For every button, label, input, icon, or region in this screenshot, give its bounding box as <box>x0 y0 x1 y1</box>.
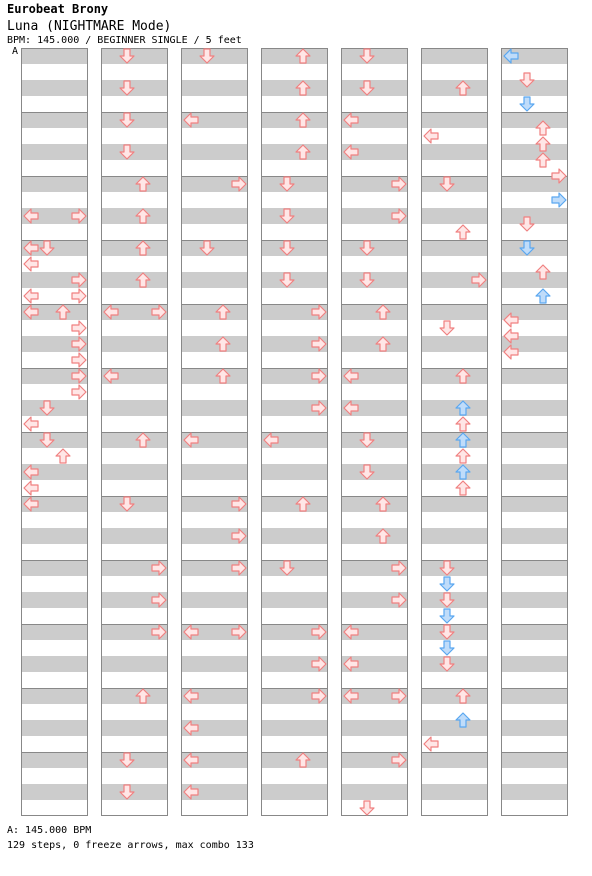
beat-band <box>21 528 88 544</box>
right-arrow-icon <box>72 353 86 367</box>
beat-band <box>501 432 568 448</box>
left-arrow-icon <box>24 417 38 431</box>
beat-band <box>421 240 488 256</box>
beat-band <box>421 720 488 736</box>
beat-band <box>421 752 488 768</box>
beat-band <box>101 720 168 736</box>
right-arrow-icon <box>72 289 86 303</box>
beat-band <box>261 752 328 768</box>
beat-band <box>501 528 568 544</box>
right-arrow-icon <box>72 385 86 399</box>
beat-band <box>341 528 408 544</box>
beat-band <box>101 240 168 256</box>
beat-band <box>421 48 488 64</box>
beat-band <box>501 464 568 480</box>
beat-band <box>181 656 248 672</box>
beat-band <box>421 336 488 352</box>
up-arrow-icon <box>536 289 550 303</box>
beat-band <box>421 400 488 416</box>
beat-band <box>101 272 168 288</box>
beat-band <box>341 784 408 800</box>
beat-band <box>261 496 328 512</box>
up-arrow-icon <box>456 225 470 239</box>
beat-band <box>501 560 568 576</box>
beat-band <box>501 112 568 128</box>
up-arrow-icon <box>56 449 70 463</box>
song-title: Luna (NIGHTMARE Mode) <box>7 19 172 34</box>
bpm-change-list: A: 145.000 BPM <box>7 825 92 836</box>
beat-band <box>101 208 168 224</box>
beat-band <box>501 272 568 288</box>
beat-band <box>501 784 568 800</box>
beat-band <box>261 784 328 800</box>
beat-band <box>181 592 248 608</box>
song-artist: Eurobeat Brony <box>7 2 109 16</box>
right-arrow-icon <box>72 321 86 335</box>
beat-band <box>501 400 568 416</box>
beat-band <box>261 112 328 128</box>
beat-band <box>501 592 568 608</box>
beat-band <box>421 80 488 96</box>
beat-band <box>21 48 88 64</box>
bpm-marker-label: A <box>12 46 19 57</box>
beat-band <box>341 720 408 736</box>
beat-band <box>181 400 248 416</box>
beat-band <box>421 144 488 160</box>
beat-band <box>101 688 168 704</box>
beat-band <box>261 80 328 96</box>
chart-column <box>101 48 168 816</box>
beat-band <box>261 528 328 544</box>
beat-band <box>501 80 568 96</box>
left-arrow-icon <box>424 737 438 751</box>
down-arrow-icon <box>440 641 454 655</box>
beat-band <box>501 368 568 384</box>
left-arrow-icon <box>24 289 38 303</box>
beat-band <box>501 656 568 672</box>
chart-summary: 129 steps, 0 freeze arrows, max combo 133 <box>7 840 254 851</box>
beat-band <box>181 208 248 224</box>
down-arrow-icon <box>440 321 454 335</box>
beat-band <box>181 464 248 480</box>
beat-band <box>21 560 88 576</box>
beat-band <box>21 624 88 640</box>
beat-band <box>501 496 568 512</box>
chart-info: BPM: 145.000 / BEGINNER SINGLE / 5 feet <box>7 35 242 46</box>
beat-band <box>101 432 168 448</box>
down-arrow-icon <box>520 97 534 111</box>
beat-band <box>421 432 488 448</box>
beat-band <box>261 720 328 736</box>
beat-band <box>261 592 328 608</box>
down-arrow-icon <box>440 577 454 591</box>
beat-band <box>421 784 488 800</box>
beat-band <box>181 336 248 352</box>
left-arrow-icon <box>24 481 38 495</box>
beat-band <box>181 304 248 320</box>
beat-band <box>21 176 88 192</box>
up-arrow-icon <box>456 417 470 431</box>
beat-band <box>421 304 488 320</box>
beat-band <box>21 784 88 800</box>
chart-column <box>261 48 328 816</box>
beat-band <box>101 656 168 672</box>
beat-band <box>181 368 248 384</box>
beat-band <box>21 592 88 608</box>
beat-band <box>341 336 408 352</box>
beat-band <box>421 688 488 704</box>
beat-band <box>21 752 88 768</box>
beat-band <box>261 144 328 160</box>
beat-band <box>101 336 168 352</box>
left-arrow-icon <box>424 129 438 143</box>
beat-band <box>421 112 488 128</box>
beat-band <box>101 400 168 416</box>
left-arrow-icon <box>24 257 38 271</box>
down-arrow-icon <box>360 801 374 815</box>
beat-band <box>181 80 248 96</box>
beat-band <box>21 720 88 736</box>
beat-band <box>501 144 568 160</box>
chart-column <box>181 48 248 816</box>
chart-column <box>421 48 488 816</box>
beat-band <box>21 688 88 704</box>
down-arrow-icon <box>440 609 454 623</box>
up-arrow-icon <box>456 449 470 463</box>
beat-band <box>501 720 568 736</box>
beat-band <box>21 112 88 128</box>
up-arrow-icon <box>456 481 470 495</box>
beat-band <box>501 752 568 768</box>
beat-band <box>181 272 248 288</box>
beat-band <box>101 528 168 544</box>
beat-band <box>21 144 88 160</box>
beat-band <box>21 656 88 672</box>
beat-band <box>421 496 488 512</box>
chart-column <box>501 48 568 816</box>
chart-column <box>21 48 88 816</box>
beat-band <box>261 48 328 64</box>
beat-band <box>421 464 488 480</box>
chart-column <box>341 48 408 816</box>
beat-band <box>421 528 488 544</box>
beat-band <box>101 176 168 192</box>
beat-band <box>261 464 328 480</box>
beat-band <box>101 464 168 480</box>
beat-band <box>181 144 248 160</box>
beat-band <box>501 208 568 224</box>
beat-band <box>421 208 488 224</box>
beat-band <box>341 496 408 512</box>
beat-band <box>501 688 568 704</box>
beat-band <box>21 80 88 96</box>
beat-band <box>501 624 568 640</box>
beat-band <box>341 304 408 320</box>
right-arrow-icon <box>552 193 566 207</box>
beat-band <box>421 368 488 384</box>
